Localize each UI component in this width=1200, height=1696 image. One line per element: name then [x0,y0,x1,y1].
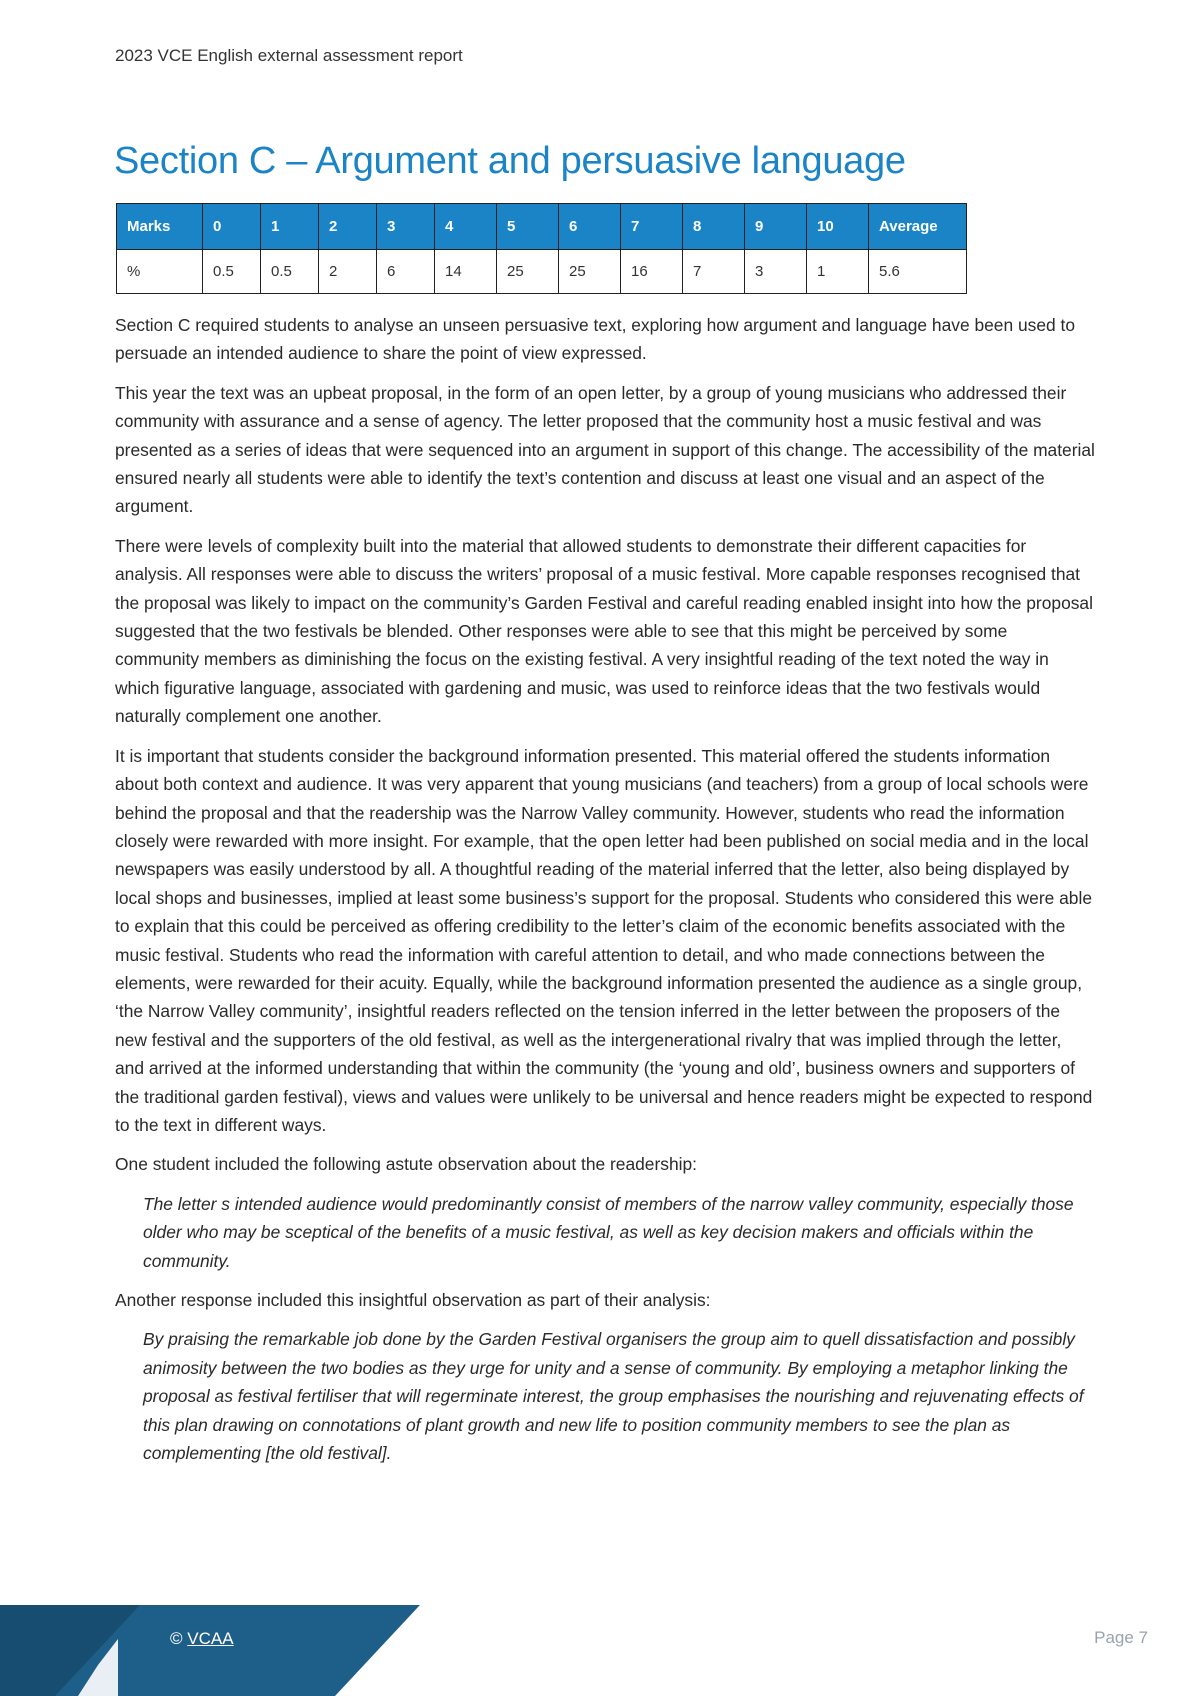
table-header-row [117,204,967,250]
page-number: Page 7 [1094,1628,1148,1647]
report-body [115,311,1095,1478]
copyright-notice [170,1629,234,1649]
table-cell: 25 [497,250,559,294]
copyright-symbol: © [170,1629,183,1648]
table-cell: 6 [377,250,435,294]
table-header-cell: 6 [559,204,621,250]
table-cell: 5.6 [869,250,967,294]
table-cell: 7 [683,250,745,294]
table-row [117,250,967,294]
table-cell: 0.5 [261,250,319,294]
table-header-cell: 7 [621,204,683,250]
marks-distribution-table [116,203,967,294]
table-cell: 3 [745,250,807,294]
vcaa-link[interactable]: VCAA [187,1629,234,1648]
table-cell: 16 [621,250,683,294]
table-header-cell: 8 [683,204,745,250]
paragraph: One student included the following astute observation about the readership: [115,1154,698,1175]
table-header-cell: 1 [261,204,319,250]
student-quote: By praising the remarkable job done by the Garden Festival organisers the group aim to quell dissatisfaction and possibly animosity between the two bodies as they urge for unity and a sense of community. By employing a metaphor linking the proposal as festival fertiliser that will regerminate interest, the group emphasises the nourishing and rejuvenating effects of this plan drawing on connotations of plant growth and new life to position community members to see the plan as complementing [the old festival]. [143,1329,1084,1464]
paragraph: Section C required students to analyse an unseen persuasive text, exploring how argument and language have been used to persuade an intended audience to share the point of view expressed. [115,315,1076,364]
table-header-cell: 2 [319,204,377,250]
footer-band [0,1605,1200,1696]
paragraph: It is important that students consider the background information presented. This material offered the students information about both context and audience. It was very apparent that young musicians (and teachers) from a group of local schools were behind the proposal and that the readership was the Narrow Valley community. However, students who read the information closely were rewarded with more insight. For example, that the open letter had been published on social media and in the local newspapers was easily understood by all. A thoughtful reading of the material inferred that the letter, also being displayed by local shops and businesses, implied at least some business’s support for the proposal. Students who considered this were able to explain that this could be perceived as offering credibility to the letter’s claim of the economic benefits associated with the music festival. Students who read the information with careful attention to detail, and who made connections between the elements, were rewarded for their acuity. Equally, while the background information presented the audience as a single group, ‘the Narrow Valley community’, insightful readers reflected on the tension inferred in the letter between the proposers of the new festival and the supporters of the old festival, as well as the intergenerational rivalry that was implied through the letter, and arrived at the informed understanding that within the community (the ‘young and old’, business owners and supporters of the traditional garden festival), views and values were unlikely to be universal and hence readers might be expected to respond to the text in different ways. [115,745,1093,1135]
table-cell: 25 [559,250,621,294]
table-header-cell: Average [869,204,967,250]
section-title: Section C – Argument and persuasive language [114,140,906,182]
paragraph: This year the text was an upbeat proposal, in the form of an open letter, by a group of young musicians who addressed their community with assurance and a sense of agency. The letter proposed that the community host a music festival and was presented as a series of ideas that were sequenced into an argument in support of this change. The accessibility of the material ensured nearly all students were able to identify the text’s contention and discuss at least one visual and an aspect of the argument. [115,382,1095,517]
table-header-cell: 9 [745,204,807,250]
table-header-cell: 3 [377,204,435,250]
running-header: 2023 VCE English external assessment report [115,46,463,65]
table-cell: % [117,250,203,294]
table-header-cell: 10 [807,204,869,250]
table-cell: 2 [319,250,377,294]
student-quote: The letter s intended audience would predominantly consist of members of the narrow valley community, especially those older who may be sceptical of the benefits of a music festival, as well as key decision makers and officials within the community. [143,1193,1074,1271]
table-header-cell: 4 [435,204,497,250]
table-cell: 0.5 [203,250,261,294]
table-header-cell: Marks [117,204,203,250]
table-cell: 1 [807,250,869,294]
paragraph: There were levels of complexity built into the material that allowed students to demonstrate their different capacities for analysis. All responses were able to discuss the writers’ proposal of a music festival. More capable responses recognised that the proposal was likely to impact on the community’s Garden Festival and careful reading enabled insight into how the proposal suggested that the two festivals be blended. Other responses were able to see that this might be perceived by some community members as diminishing the focus on the existing festival. A very insightful reading of the text noted the way in which figurative language, associated with gardening and music, was used to reinforce ideas that the two festivals would naturally complement one another. [115,535,1093,727]
table-cell: 14 [435,250,497,294]
footer-graphic [0,1605,1200,1696]
paragraph: Another response included this insightful observation as part of their analysis: [115,1290,711,1310]
table-header-cell: 5 [497,204,559,250]
table-header-cell: 0 [203,204,261,250]
